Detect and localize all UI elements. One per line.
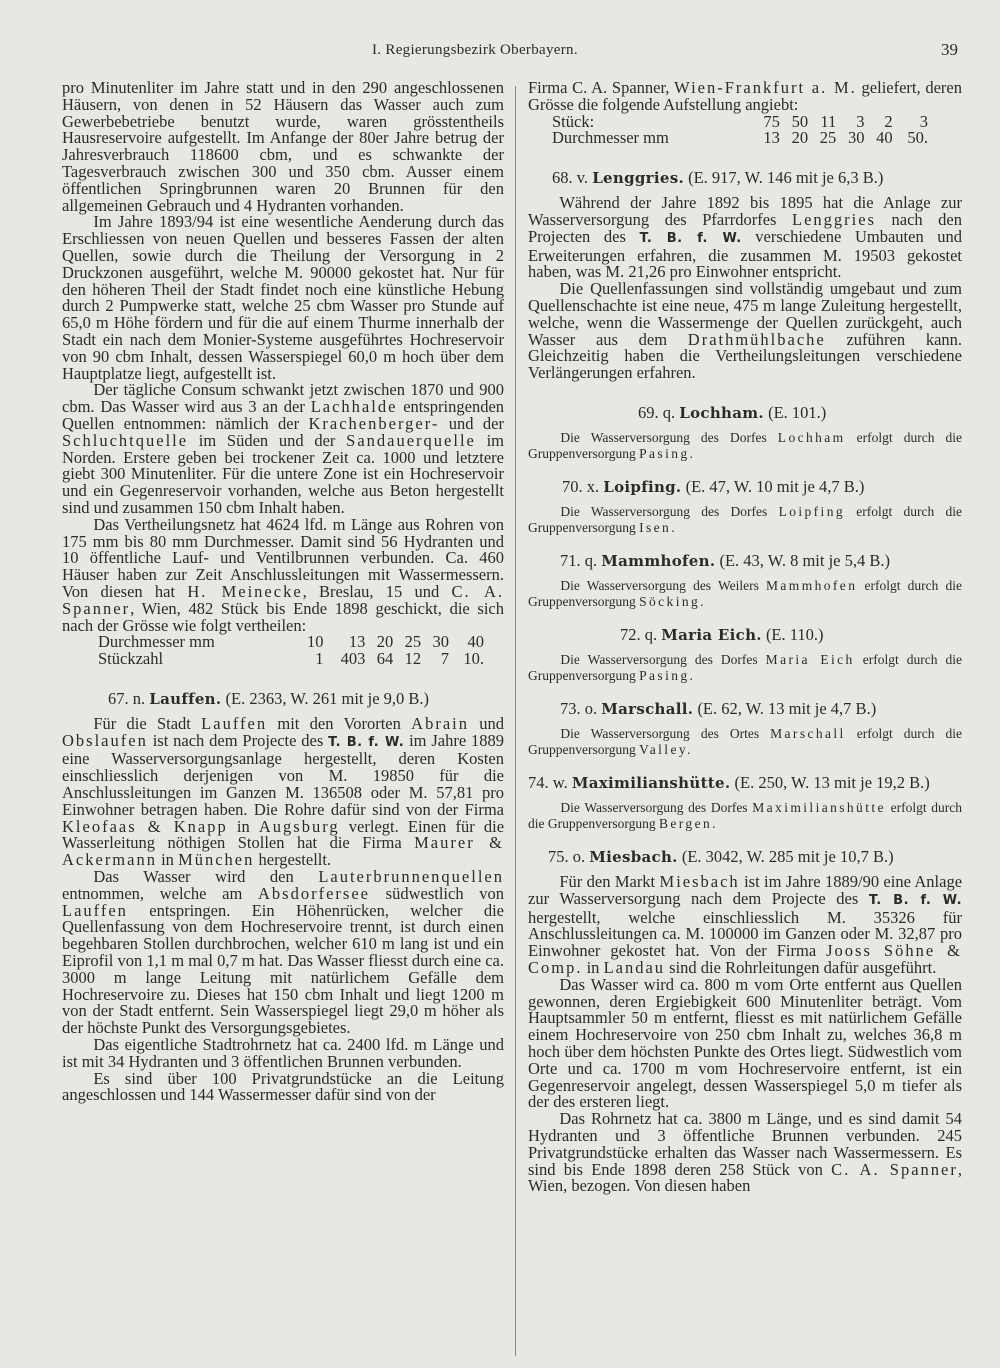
running-head: I. Regierungsbezirk Oberbayern. bbox=[372, 42, 578, 58]
table-cell: 40 bbox=[467, 632, 484, 652]
table-row bbox=[552, 130, 928, 147]
table-cell: Durchmesser mm bbox=[552, 128, 669, 148]
table-cell: 25 bbox=[819, 128, 837, 148]
table-row bbox=[98, 651, 484, 668]
paragraph: Die Wasserversorgung des Dorfes Loipfing erfolgt durch die Gruppenversorgung Isen. bbox=[528, 503, 963, 535]
entry-heading: 74. w. Maximilianshütte. (E. 250, W. 13 mit je 19,2 B.) bbox=[528, 772, 930, 792]
paragraph: Für den Markt Miesbach ist im Jahre 1889/90 eine Anlage zur Wasserversorgung nach dem Projecte des T. B. f. W. hergestellt, welche einschliesslich M. 35326 für Anschlussleitungen ca. M. 100000 im Ganzen oder M. 32,87 pro Einwohner gekostet hat. Von der Firma Jooss Söhne & Comp. in Landau sind die Rohrleitungen dafür ausgeführt. bbox=[528, 871, 963, 977]
table-cell: Stückzahl bbox=[98, 649, 164, 669]
column-rule bbox=[515, 86, 516, 1356]
paragraph: Die Quellenfassungen sind vollständig umgebaut und zum Quellenschachte ist eine neue, 475 m lange Zuleitung hergestellt, welche, wenn die Wassermenge der Quellen zurückgeht, auch Wasser aus dem Drathmühlbache zuführen kann. Gleichzeitig haben die Vertheilungsleitungen verschiedene Verlängerungen erfahren. bbox=[528, 279, 963, 383]
paragraph: Der tägliche Consum schwankt jetzt zwischen 1870 und 900 cbm. Das Wasser wird aus 3 an der Lachhalde entspringenden Quellen entnommen: nämlich der Krachenberger- und der Schluchtquelle im Süden und der Sandauerquelle im Norden. Erstere geben bei trockener Zeit ca. 1000 und letztere giebt 300 Minutenliter. Für die untere Zone ist ein Hochreservoir und ein Gegenreservoir vorhanden, welche aus Beton hergestellt sind und zusammen 150 cbm Inhalt haben. bbox=[62, 380, 505, 517]
paragraph: Die Wasserversorgung des Dorfes Lochham erfolgt durch die Gruppenversorgung Pasing. bbox=[528, 429, 963, 461]
paragraph: Das Rohrnetz hat ca. 3800 m Länge, und es sind damit 54 Hydranten und 3 öffentliche Brunnen verbunden. 245 Privatgrundstücke erhalten das Wasser nach Wassermessern. Es sind bis Ende 1898 deren 258 Stück von C. A. Spanner, Wien, bezogen. Von diesen haben bbox=[528, 1109, 962, 1196]
paragraph: Die Wasserversorgung des Weilers Mammhofen erfolgt durch die Gruppenversorgung Söcking. bbox=[528, 577, 963, 609]
paragraph: Für die Stadt Lauffen mit den Vororten Abrain und Obslaufen ist nach dem Projecte des T. B. f. W. im Jahre 1889 eine Wasserversorgungsanlage hergestellt, deren Kosten einschliesslich derjenigen von M. 19850 für die Anschlussleitungen im Ganzen M. 136508 oder M. 57,81 pro Einwohner betragen haben. Die Rohre dafür sind von der Firma Kleofaas & Knapp in Augsburg verlegt. Einen für die Wasserleitung nöthigen Stollen hat die Firma Maurer & Ackermann in München hergestellt. bbox=[62, 713, 505, 870]
entry-heading: 72. q. Maria Eich. (E. 110.) bbox=[620, 624, 824, 644]
table-cell: 50. bbox=[907, 128, 928, 148]
table-cell: 1 bbox=[315, 649, 324, 669]
table-cell: 10 bbox=[307, 632, 324, 652]
table-cell: 13 bbox=[348, 632, 366, 652]
table-cell: 11 bbox=[820, 111, 837, 131]
size-table bbox=[552, 111, 928, 148]
table-cell: 30 bbox=[432, 632, 450, 652]
paragraph: Das Vertheilungsnetz hat 4624 lfd. m Länge aus Rohren von 175 mm bis 80 mm Durchmesser. Damit sind 56 Hydranten und 10 öffentliche Lauf- und Ventilbrunnen verbunden. Ca. 460 Häuser haben zur Zeit Anschlussleitungen mit Wassermessern. Von diesen hat H. Meinecke, Breslau, 15 und C. A. Spanner, Wien, 482 Stück bis Ende 1898 geschickt, die sich nach der Grösse wie folgt vertheilen: bbox=[62, 514, 505, 635]
table-cell: 3 bbox=[919, 111, 928, 131]
entry-heading: 71. q. Mammhofen. (E. 43, W. 8 mit je 5,4 B.) bbox=[560, 550, 890, 570]
paragraph: Firma C. A. Spanner, Wien-Frankfurt a. M. geliefert, deren Grösse die folgende Aufstellung angiebt: bbox=[528, 78, 962, 114]
paragraph: Das Wasser wird den Lauterbrunnenquellen entnommen, welche am Absdorfersee südwestlich von Lauffen entspringen. Ein Höhenrücken, welcher die Quellenfassung von dem Hochreservoire trennt, ist durch einen begehbaren Stollen durchbrochen, welcher 610 m lang ist und ein Eiprofil von 1,1 m mal 0,7 m hat. Das Wasser fliesst durch eine ca. 3000 m lange Leitung mit natürlichem Gefälle dem Hochreservoire zu. Dieses hat 150 cbm Inhalt und liegt 1200 m von der Stadt entfernt. Sein Wasserspiegel liegt 29,0 m höher als der höchste Punkt des Versorgungsgebietes. bbox=[62, 867, 505, 1038]
paragraph: Die Wasserversorgung des Ortes Marschall erfolgt durch die Gruppenversorgung Valley. bbox=[528, 725, 963, 757]
table-cell: 10. bbox=[463, 649, 484, 669]
table-cell: 3 bbox=[856, 111, 865, 131]
table-cell: 13 bbox=[763, 128, 780, 148]
left-column bbox=[62, 80, 504, 1104]
table-cell: 75 bbox=[763, 111, 780, 131]
paragraph: Das eigentliche Stadtrohrnetz hat ca. 2400 lfd. m Länge und ist mit 34 Hydranten und 3 öffentlichen Brunnen verbunden. bbox=[62, 1035, 504, 1071]
paragraph: Es sind über 100 Privatgrundstücke an die Leitung angeschlossen und 144 Wassermesser dafür sind von der bbox=[62, 1068, 504, 1105]
paragraph: Die Wasserversorgung des Dorfes Maria Eich erfolgt durch die Gruppenversorgung Pasing. bbox=[528, 651, 963, 683]
paragraph: Die Wasserversorgung des Dorfes Maximilianshütte erfolgt durch die Gruppenversorgung Bergen. bbox=[528, 799, 963, 831]
paragraph: pro Minutenliter im Jahre statt und in den 290 angeschlossenen Häusern, von denen in 52 Häusern das Wasser auch zum Gewerbebetriebe benutzt wurde, waren grösstentheils Hausreservoire aufgestellt. Im Anfange der 80er Jahre betrug der Jahresverbrauch 118600 cbm, und es schwankte der Tagesverbrauch zwischen 300 und 350 cbm. Ausser einem öffentlichen Springbrunnen waren 20 Brunnen für den allgemeinen Gebrauch und 4 Hydranten vorhanden. bbox=[62, 78, 504, 215]
table-cell: 20 bbox=[376, 632, 394, 652]
table-cell: 403 bbox=[340, 649, 366, 669]
entry-heading: 75. o. Miesbach. (E. 3042, W. 285 mit je 10,7 B.) bbox=[548, 846, 894, 866]
entry-heading: 70. x. Loipfing. (E. 47, W. 10 mit je 4,7 B.) bbox=[562, 476, 865, 496]
entry-heading: 73. o. Marschall. (E. 62, W. 13 mit je 4,7 B.) bbox=[560, 698, 877, 718]
page-number: 39 bbox=[941, 40, 958, 59]
table-cell: 12 bbox=[404, 649, 422, 669]
table-cell: 2 bbox=[884, 111, 893, 131]
table-cell: 25 bbox=[404, 632, 422, 652]
table-cell: 40 bbox=[876, 128, 893, 148]
table-cell: 30 bbox=[847, 128, 865, 148]
table-cell: 7 bbox=[440, 649, 450, 669]
page-header bbox=[0, 42, 1000, 64]
paragraph: Das Wasser wird ca. 800 m vom Orte entfernt aus Quellen gewonnen, deren Ergiebigkeit 600 Minutenliter beträgt. Vom Hauptsammler 50 m entfernt, fliesst es mit natürlichem Gefälle einem Hochreservoire von 250 cbm Inhalt zu, welches 36,8 m hoch über dem höchsten Punkte des Ortes liegt. Südwestlich vom Orte und ca. 1700 m vom Hochreservoire entfernt, ist ein Gegenreservoir angelegt, dessen Wasserspiegel 5,0 m tiefer als der des ersteren liegt. bbox=[528, 974, 962, 1112]
table-cell: Durchmesser mm bbox=[98, 632, 215, 652]
paragraph: Im Jahre 1893/94 ist eine wesentliche Aenderung durch das Erschliessen von neuen Quellen und besseres Fassen der alten Quellen, sowie durch die Theilung der Versorgung in 2 Druckzonen ausgeführt, welche M. 90000 gekostet hat. Nur für den höheren Theil der Stadt findet noch eine künstliche Hebung durch 2 Pumpwerke statt, welche 25 cbm Wasser pro Stunde auf 65,0 m Höhe fördern und für die auf einem Thurme innerhalb der Stadt ein nach dem Monier-Systeme ausgeführtes Hochreservoir von 90 cbm Inhalt, dessen Wasserspiegel 60,0 m hoch über dem Hauptplatze liegt, aufgestellt ist. bbox=[62, 212, 504, 383]
table-cell: 20 bbox=[791, 128, 809, 148]
entry-heading: 67. n. Lauffen. (E. 2363, W. 261 mit je 9,0 B.) bbox=[108, 688, 430, 708]
right-column bbox=[528, 80, 962, 1195]
entry-heading: 69. q. Lochham. (E. 101.) bbox=[638, 402, 827, 422]
table-cell: 50 bbox=[791, 111, 809, 131]
size-table bbox=[98, 634, 484, 668]
table-cell: 64 bbox=[376, 649, 394, 669]
paragraph: Während der Jahre 1892 bis 1895 hat die Anlage zur Wasserversorgung des Pfarrdorfes Lenggries nach den Projecten des T. B. f. W. verschiedene Umbauten und Erweiterungen erfahren, die zusammen M. 19503 gekostet haben, was M. 21,26 pro Einwohner entspricht. bbox=[528, 193, 963, 282]
table-cell: Stück: bbox=[552, 111, 595, 131]
entry-heading: 68. v. Lenggries. (E. 917, W. 146 mit je 6,3 B.) bbox=[552, 168, 884, 188]
